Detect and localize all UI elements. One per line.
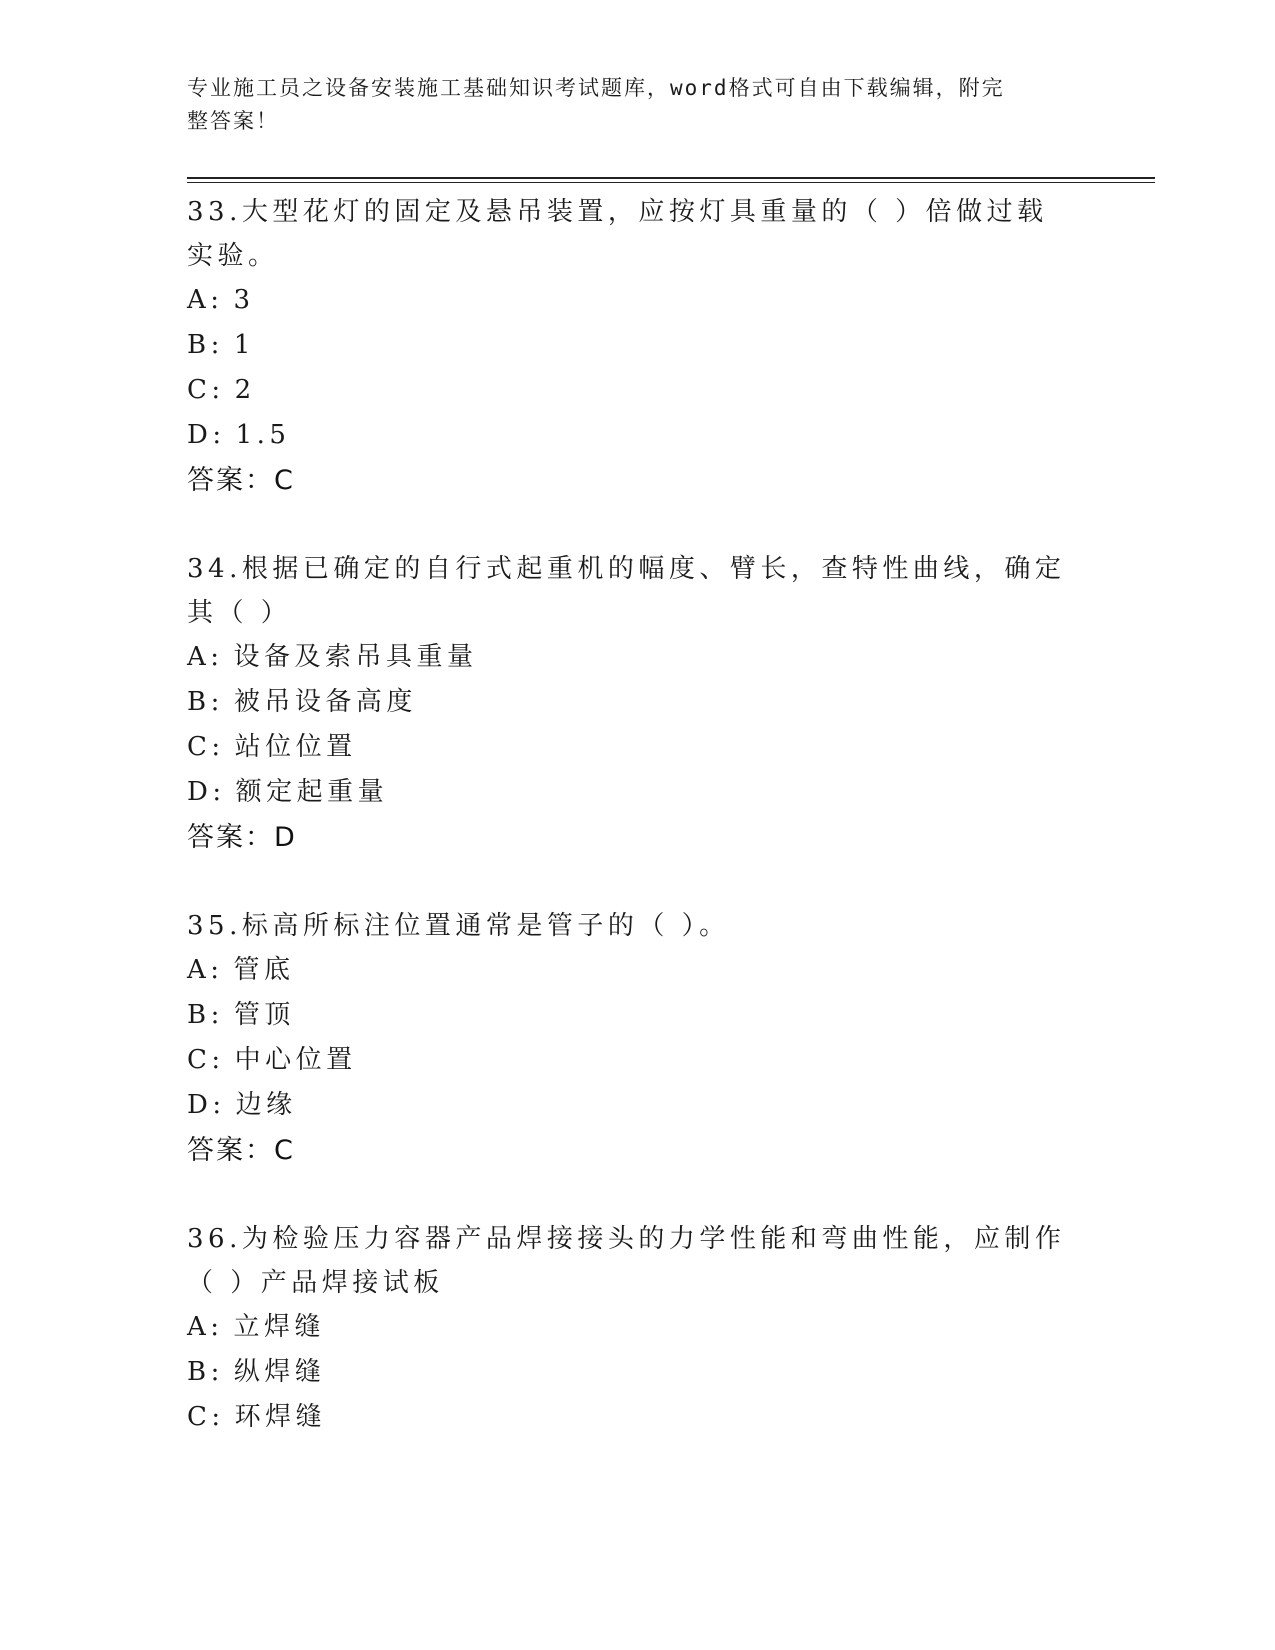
option-letter: A: — [187, 285, 224, 315]
option-text: 设备及索吊具重量 — [233, 642, 478, 672]
question-36 — [187, 1217, 1087, 1440]
option-c — [187, 368, 1087, 413]
question-35 — [187, 904, 1087, 1174]
header-line-2: 整答案！ — [187, 109, 279, 133]
option-text: 中心位置 — [234, 1045, 357, 1075]
option-letter: C: — [187, 732, 225, 762]
answer-line: 答案：C — [187, 1135, 295, 1166]
option-text: 3 — [233, 285, 255, 315]
option-a — [187, 278, 1087, 323]
question-33 — [187, 190, 1087, 504]
option-text: 额定起重量 — [235, 777, 389, 807]
option-letter: C: — [187, 1045, 225, 1075]
question-stem: 35.标高所标注位置通常是管子的（ ）。 — [187, 911, 730, 941]
option-a — [187, 1305, 1087, 1350]
option-d — [187, 413, 1087, 458]
option-letter: C: — [187, 1402, 225, 1432]
option-letter: B: — [187, 1000, 224, 1030]
option-text: 纵焊缝 — [233, 1357, 326, 1387]
question-stem: 33.大型花灯的固定及悬吊装置，应按灯具重量的（ ）倍做过载实验。 — [187, 197, 1048, 271]
question-list — [187, 190, 1087, 1483]
option-text: 边缘 — [235, 1090, 297, 1120]
answer-line: 答案：C — [187, 465, 295, 496]
option-b — [187, 680, 1087, 725]
option-b — [187, 993, 1087, 1038]
option-letter: A: — [187, 1312, 224, 1342]
option-text: 1.5 — [235, 420, 291, 450]
option-b — [187, 1350, 1087, 1395]
option-c — [187, 725, 1087, 770]
question-stem: 34.根据已确定的自行式起重机的幅度、臂长，查特性曲线，确定其（ ） — [187, 554, 1066, 628]
header-line-1: 专业施工员之设备安装施工基础知识考试题库，word格式可自由下载编辑，附完 — [187, 76, 1005, 100]
header-divider-thin — [187, 182, 1155, 183]
option-letter: D: — [187, 420, 226, 450]
option-text: 环焊缝 — [234, 1402, 327, 1432]
question-stem: 36.为检验压力容器产品焊接接头的力学性能和弯曲性能，应制作（ ）产品焊接试板 — [187, 1224, 1066, 1298]
option-letter: A: — [187, 955, 224, 985]
option-d — [187, 1083, 1087, 1128]
option-letter: A: — [187, 642, 224, 672]
option-d — [187, 770, 1087, 815]
option-letter: C: — [187, 375, 225, 405]
option-text: 1 — [233, 330, 255, 360]
option-letter: B: — [187, 330, 224, 360]
option-letter: D: — [187, 777, 226, 807]
header-divider-thick — [187, 177, 1155, 179]
option-text: 被吊设备高度 — [233, 687, 417, 717]
question-34 — [187, 547, 1087, 861]
option-text: 管顶 — [233, 1000, 295, 1030]
option-text: 站位位置 — [234, 732, 357, 762]
option-letter: B: — [187, 1357, 224, 1387]
option-letter: B: — [187, 687, 224, 717]
option-c — [187, 1038, 1087, 1083]
option-a — [187, 948, 1087, 993]
option-c — [187, 1395, 1087, 1440]
option-letter: D: — [187, 1090, 226, 1120]
document-header — [187, 72, 1067, 138]
option-text: 2 — [234, 375, 256, 405]
answer-line: 答案：D — [187, 822, 297, 853]
option-text: 管底 — [233, 955, 295, 985]
option-text: 立焊缝 — [233, 1312, 326, 1342]
option-a — [187, 635, 1087, 680]
option-b — [187, 323, 1087, 368]
